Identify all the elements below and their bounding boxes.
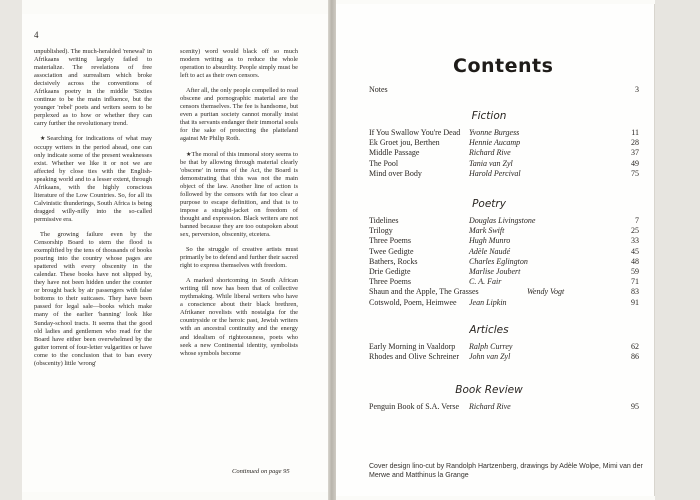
- book-gutter: [328, 0, 336, 500]
- poetry-list: [369, 216, 639, 308]
- toc-entry: Mind over Body Harold Percival 75: [369, 168, 639, 178]
- notes-entry: [369, 85, 639, 94]
- page-edge-right: [655, 0, 700, 500]
- toc-entry: Middle Passage Richard Rive 37: [369, 148, 639, 158]
- page-edge-left: [0, 0, 22, 500]
- toc-entry: The Pool Tania van Zyl 49: [369, 158, 639, 168]
- toc-entry: If You Swallow You're Dead Yvonne Burgess 11: [369, 128, 639, 137]
- articles-list: [369, 342, 639, 362]
- notes-title: Notes: [369, 85, 388, 94]
- section-heading-articles: Articles: [469, 324, 509, 336]
- toc-entry: Three Poems Hugh Munro 33: [369, 236, 639, 246]
- toc-entry: Cotswold, Poem, Heimwee Jean Lipkin 91: [369, 297, 639, 307]
- book-review-list: [369, 402, 639, 412]
- toc-entry: Drie Gedigte Marlise Joubert 59: [369, 266, 639, 276]
- fiction-list: [369, 128, 639, 179]
- notes-page: 3: [635, 85, 639, 94]
- toc-entry: Twee Gedigte Adèle Naudé 45: [369, 246, 639, 256]
- section-heading-poetry: Poetry: [472, 198, 506, 210]
- paragraph: The growing failure even by the Censorship Board to stem the flood is exemplified by the tens of thousands of books pouring into the country whose pages are spattered with every obscenity in the calendar. These books have not slipped by, they have not been hidden under the counter or brought back by air passengers with false bottoms to their suitcases. They have been passed for legal sale—books which make many of the earlier 'banning' look like Sunday-school tracts. It seems that the good old ladies and gentlemen who read for the Board have either been overwhelmed by the gutter torrent of four-letter vulgarities or have come to the conclusion that to ban every (obscenity) little 'wrong': [34, 230, 152, 367]
- contents-title: Contents: [453, 55, 554, 77]
- toc-entry: Early Morning in Vaaldorp Ralph Currey 62: [369, 342, 639, 351]
- text-column-1: [34, 48, 152, 375]
- toc-entry: Tidelines Douglas Livingstone 7: [369, 216, 639, 225]
- paragraph: A marked shortcoming in South African writing till now has been that of collective mythmaking. While liberal writers who have a conscience about their black brethren, Afrikaner novelists with nostalgia for the countryside or the heroic past, Jewish writers with an ancestral continuity and the energy and idealism of righteousness, poets who seek a new Continental identity, symbolists whose symbols become: [180, 277, 298, 357]
- section-heading-book-review: Book Review: [455, 384, 523, 396]
- cover-credits: Cover design lino-cut by Randolph Hartzenberg, drawings by Adèle Wolpe, Mimi van der Merwe and Matthinus la Grange: [369, 463, 643, 479]
- paragraph: ★Searching for indications of what may occupy writers in the period ahead, one can only indicate some of the present weaknesses exist. Whether we like it or not we are affected by close ties with the English-speaking world and to a lesser extent, through Afrikaans, with the highly conscious literature of the Low Countries. So, for all its Calvinistic thunderings, South Africa is being dragged willy-nilly into the so-called permissive era.: [34, 135, 152, 223]
- toc-entry: Three Poems C. A. Fair 71: [369, 277, 639, 287]
- paragraph: unpublished). The much-heralded 'renewal' in Afrikaans writing largely failed to materialize. The revelations of free association and surrealism which broke decisively across the conventions of Afrikaans poetry in the middle 'Sixties continue to be the main influence, but the younger 'rebel' poets and writers seem to be perplexed as to how or whether they can carry further the revolutionary trend.: [34, 48, 152, 128]
- continued-note: Continued on page 95: [232, 468, 290, 475]
- paragraph: After all, the only people compelled to read obscene and pornographic material are the censors themselves. The fee is handsome, but even a puritan society cannot morally insist that its servants endanger their immortal souls for the sake of protecting the platteland against Mr Philip Roth.: [180, 87, 298, 143]
- paragraph: So the struggle of creative artists must primarily be to defend and further their sacred right to express themselves with freedom.: [180, 246, 298, 270]
- toc-entry: Bathers, Rocks Charles Eglington 48: [369, 256, 639, 266]
- text-column-2: [180, 48, 298, 365]
- toc-entry: Rhodes and Olive Schreiner John van Zyl 86: [369, 352, 639, 362]
- section-heading-fiction: Fiction: [471, 110, 507, 122]
- star-icon: ★: [40, 136, 47, 143]
- paragraph: scenity) word would black off so much modern writing as to reduce the whole operation to absurdity. People simply must be left to act as their own censors.: [180, 48, 298, 80]
- page-number: 4: [34, 30, 39, 40]
- toc-entry: Ek Groet jou, Berthen Hennie Aucamp 28: [369, 138, 639, 148]
- paragraph: ★The moral of this immoral story seems to be that by allowing through material clearly 'obscene' in terms of the Act, the Board is demonstrating that this was not the main object of the law. Another line of action is followed by the censors with far too clear a purpose to escape definition, and that is to impose a straight-jacket on freedom of thought and expression. Black writers are not banned because they are too outspoken about sex, perversion, obscenity, etcetera.: [180, 150, 298, 238]
- toc-entry: Shaun and the Apple, The Grasses Wendy Vogt 83: [369, 287, 639, 297]
- toc-entry: Penguin Book of S.A. Verse Richard Rive 95: [369, 402, 639, 411]
- star-icon: ★: [186, 151, 192, 158]
- toc-entry: Trilogy Mark Swift 25: [369, 226, 639, 236]
